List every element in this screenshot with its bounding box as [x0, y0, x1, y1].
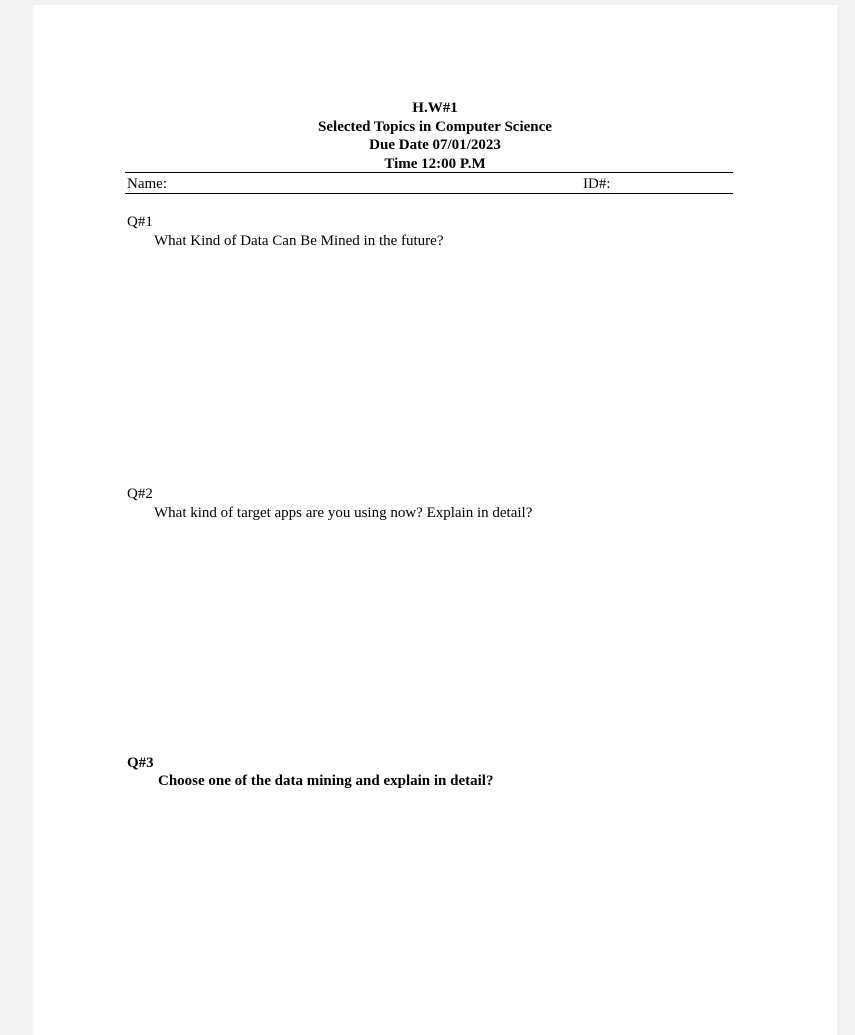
id-label: ID#: — [583, 176, 611, 192]
question-1-label: Q#1 — [127, 214, 153, 230]
due-time: Time 12:00 P.M — [384, 155, 486, 172]
question-2-text: What kind of target apps are you using now? Explain in detail? — [154, 505, 533, 521]
assignment-title: H.W#1 — [412, 100, 458, 116]
course-title: Selected Topics in Computer Science — [318, 118, 552, 135]
name-label: Name: — [127, 176, 167, 192]
document-page — [33, 5, 837, 1035]
question-3-text: Choose one of the data mining and explain in detail? — [158, 773, 494, 789]
header-divider-bottom — [125, 193, 733, 194]
due-date: Due Date 07/01/2023 — [369, 137, 501, 153]
question-3-label: Q#3 — [127, 755, 154, 771]
document-header — [33, 99, 837, 173]
header-divider-top — [125, 172, 733, 173]
question-1-text: What Kind of Data Can Be Mined in the future? — [154, 233, 444, 249]
question-2-label: Q#2 — [127, 486, 153, 502]
